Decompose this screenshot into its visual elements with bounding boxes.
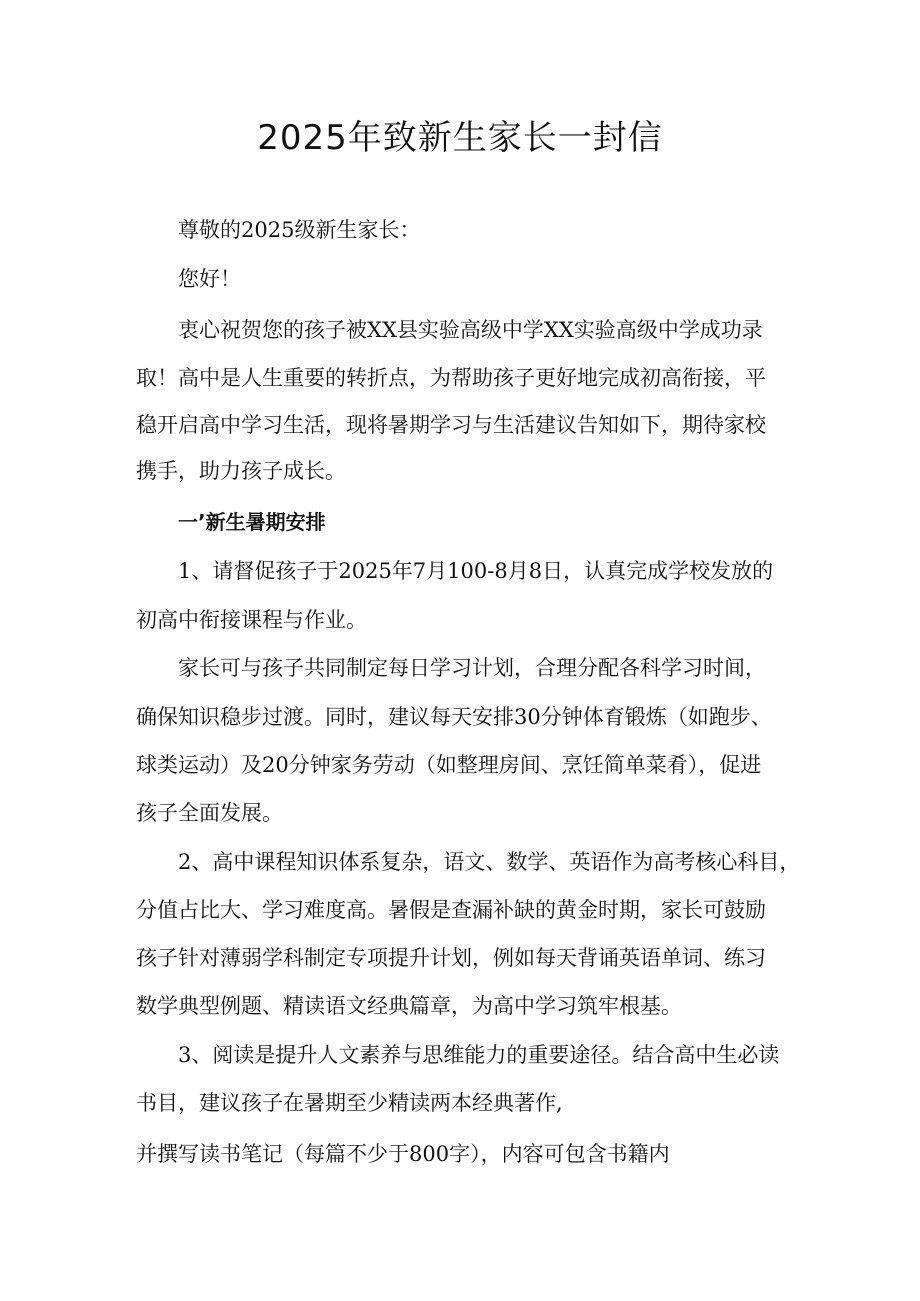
intro-line: 衷心祝贺您的孩子被XX县实验高级中学XX实验高级中学成功录 bbox=[178, 318, 763, 342]
document-title: 2025年致新生家长一封信 bbox=[257, 118, 663, 158]
item2-line: 孩子针对薄弱学科制定专项提升计划，例如每天背诵英语单词、练习 bbox=[136, 946, 766, 970]
item1-line: 初高中衔接课程与作业。 bbox=[136, 608, 367, 632]
intro-line: 携手，助力孩子成长。 bbox=[136, 459, 346, 483]
salutation: 尊敬的2025级新生家长： bbox=[178, 218, 421, 242]
item3-line: 3、阅读是提升人文素养与思维能力的重要途径。结合高中生必读 bbox=[178, 1043, 780, 1067]
item2-line: 分值占比大、学习难度高。暑假是查漏补缺的黄金时期，家长可鼓励 bbox=[136, 898, 766, 922]
greeting: 您好！ bbox=[178, 267, 241, 291]
item1-line: 1、请督促孩子于2025年7月100-8月8日，认真完成学校发放的 bbox=[178, 559, 774, 583]
item2-line: 2、高中课程知识体系复杂，语文、数学、英语作为高考核心科目， bbox=[178, 850, 801, 874]
item3-line: 并撰写读书笔记（每篇不少于800字），内容可包含书籍内 bbox=[136, 1142, 670, 1166]
item3-line: 书目，建议孩子在暑期至少精读两本经典著作, bbox=[136, 1091, 563, 1115]
parent-para-line: 孩子全面发展。 bbox=[136, 801, 283, 825]
intro-line: 取！高中是人生重要的转折点，为帮助孩子更好地完成初高衔接，平 bbox=[136, 366, 766, 390]
intro-line: 稳开启高中学习生活，现将暑期学习与生活建议告知如下，期待家校 bbox=[136, 413, 766, 437]
item2-line: 数学典型例题、精读语文经典篇章，为高中学习筑牢根基。 bbox=[136, 994, 682, 1018]
parent-para-line: 球类运动）及20分钟家务劳动（如整理房间、烹饪简单菜肴），促进 bbox=[136, 753, 762, 777]
section-heading: 一’新生暑期安排 bbox=[178, 510, 326, 534]
parent-para-line: 确保知识稳步过渡。同时，建议每天安排30分钟体育锻炼（如跑步、 bbox=[136, 705, 772, 729]
parent-para-line: 家长可与孩子共同制定每日学习计划，合理分配各科学习时间， bbox=[178, 656, 766, 680]
